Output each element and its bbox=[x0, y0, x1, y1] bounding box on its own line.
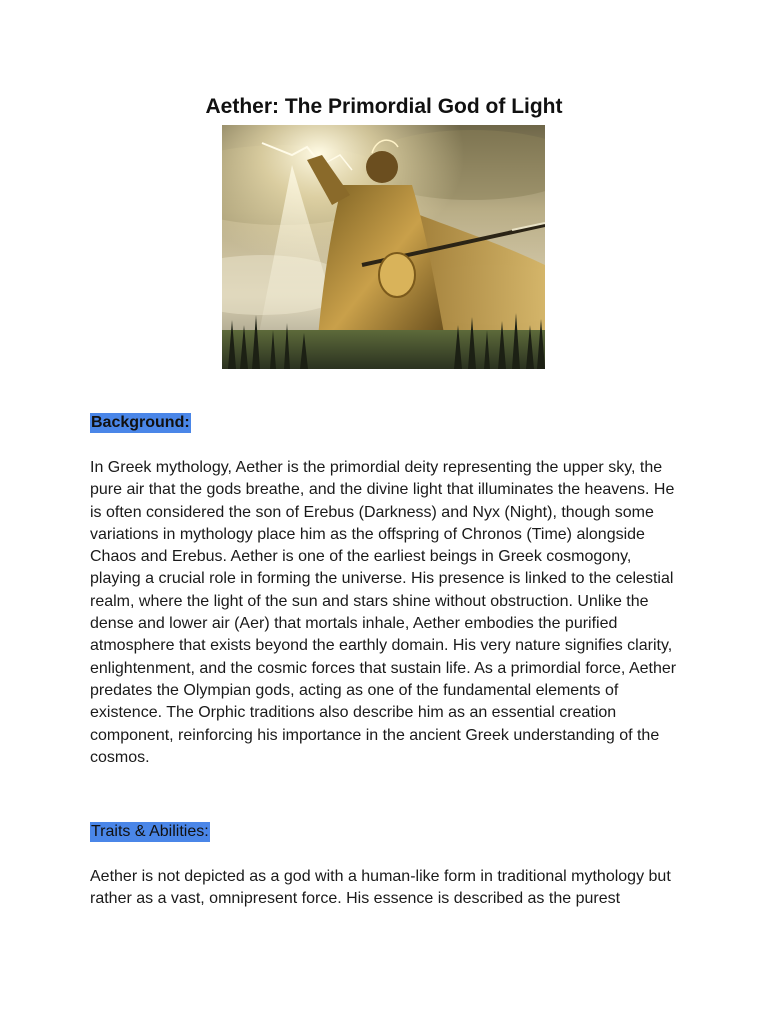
section-paragraph-traits-abilities: Aether is not depicted as a god with a human-like form in traditional mythology but rather as a vast, omnipresent force. His essence is described as the purest bbox=[90, 868, 671, 908]
section-heading-background: Background: bbox=[91, 414, 190, 431]
page-title: Aether: The Primordial God of Light bbox=[205, 95, 563, 118]
section-paragraph-background: In Greek mythology, Aether is the primordial deity representing the upper sky, the pure air that the gods breathe, and the divine light that illuminates the heavens. He is often considered the son of Erebus (Darkness) and Nyx (Night), though some variations in mythology place him as the offspring of Chronos (Time) alongside Chaos and Erebus. Aether is one of the earliest beings in Greek cosmogony, playing a crucial role in forming the universe. His presence is linked to the celestial realm, where the light of the sun and stars shine without obstruction. Unlike the dense and lower air (Aer) that mortals inhale, Aether embodies the purified atmosphere that exists beyond the earthly domain. His very nature signifies clarity, enlightenment, and the cosmic forces that sustain life. As a primordial force, Aether predates the Olympian gods, acting as one of the fundamental elements of existence. The Orphic traditions also describe him as an essential creation component, reinforcing his importance in the ancient Greek understanding of the cosmos. bbox=[90, 459, 677, 766]
section-heading-traits-abilities: Traits & Abilities: bbox=[91, 823, 209, 840]
aether-illustration bbox=[222, 125, 545, 369]
aether-illustration-art bbox=[222, 125, 545, 369]
